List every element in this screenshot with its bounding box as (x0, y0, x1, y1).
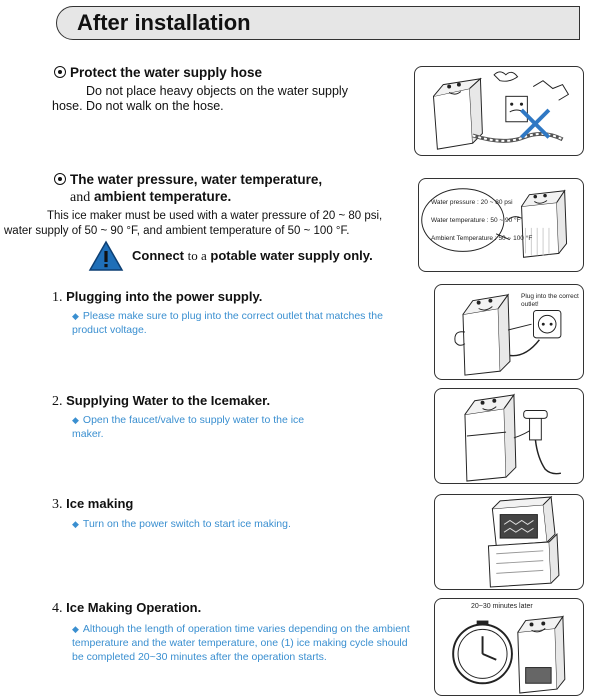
pressure-line-1: This ice maker must be used with a water pressure of 20 ~ 80 psi, (47, 210, 383, 222)
step-3-body: ◆ Turn on the power switch to start ice making. (72, 518, 291, 530)
ice-making-illustration (434, 494, 584, 590)
plug-label: Plug into the correct outlet! (521, 293, 579, 308)
faucet-drawing (435, 389, 583, 483)
operation-illustration (434, 598, 584, 696)
protect-line-1: Do not place heavy objects on the water supply (86, 84, 348, 98)
ambient-temp-label: Ambient Temperature : 50 ~ 100 °F (431, 235, 533, 242)
water-temp-label: Water temperature : 50 ~ 90 °F (431, 217, 521, 224)
pressure-label: Water pressure : 20 ~ 80 psi (431, 199, 513, 206)
header-bar (56, 6, 580, 40)
pressure-illustration (418, 178, 584, 272)
clock-drawing (435, 599, 583, 695)
time-label: 20~30 minutes later (471, 603, 533, 610)
potable-warning: Connect to a potable water supply only. (132, 248, 373, 263)
hose-drawing (415, 67, 583, 155)
target-bullet-icon (54, 66, 66, 78)
water-supply-illustration (434, 388, 584, 484)
power-illustration (434, 284, 584, 380)
pressure-line-2: water supply of 50 ~ 90 °F, and ambient temperature of 50 ~ 100 °F. (4, 225, 350, 237)
step-2-title: 2. Supplying Water to the Icemaker. (52, 393, 271, 409)
target-bullet-icon (54, 173, 66, 185)
step-3-title: 3. Ice making (52, 496, 134, 512)
hose-illustration (414, 66, 584, 156)
pressure-title-2: and ambient temperature. (70, 189, 232, 205)
step-4-body: ◆ Although the length of operation time varies depending on the ambient temperature and the water temperature, one (1) ice making cycle should be completed 20~30 minutes after the operation starts. (72, 623, 410, 663)
pressure-drawing (419, 179, 583, 271)
warning-triangle-icon (88, 240, 124, 272)
step-1-title: 1. Plugging into the power supply. (52, 289, 263, 305)
protect-line-2: hose. Do not walk on the hose. (52, 99, 224, 113)
protect-title: Protect the water supply hose (54, 65, 262, 80)
pressure-title-1: The water pressure, water temperature, (54, 172, 322, 187)
diamond-bullet-icon: ◆ (72, 624, 79, 634)
diamond-bullet-icon: ◆ (72, 311, 79, 321)
step-1-body: ◆ Please make sure to plug into the correct outlet that matches the product voltage. (72, 310, 383, 336)
diamond-bullet-icon: ◆ (72, 415, 79, 425)
step-4-title: 4. Ice Making Operation. (52, 600, 202, 616)
diamond-bullet-icon: ◆ (72, 519, 79, 529)
step-2-body: ◆ Open the faucet/valve to supply water to the ice maker. (72, 414, 305, 440)
ice-machine-drawing (435, 495, 583, 589)
page-title: After installation (77, 10, 251, 35)
